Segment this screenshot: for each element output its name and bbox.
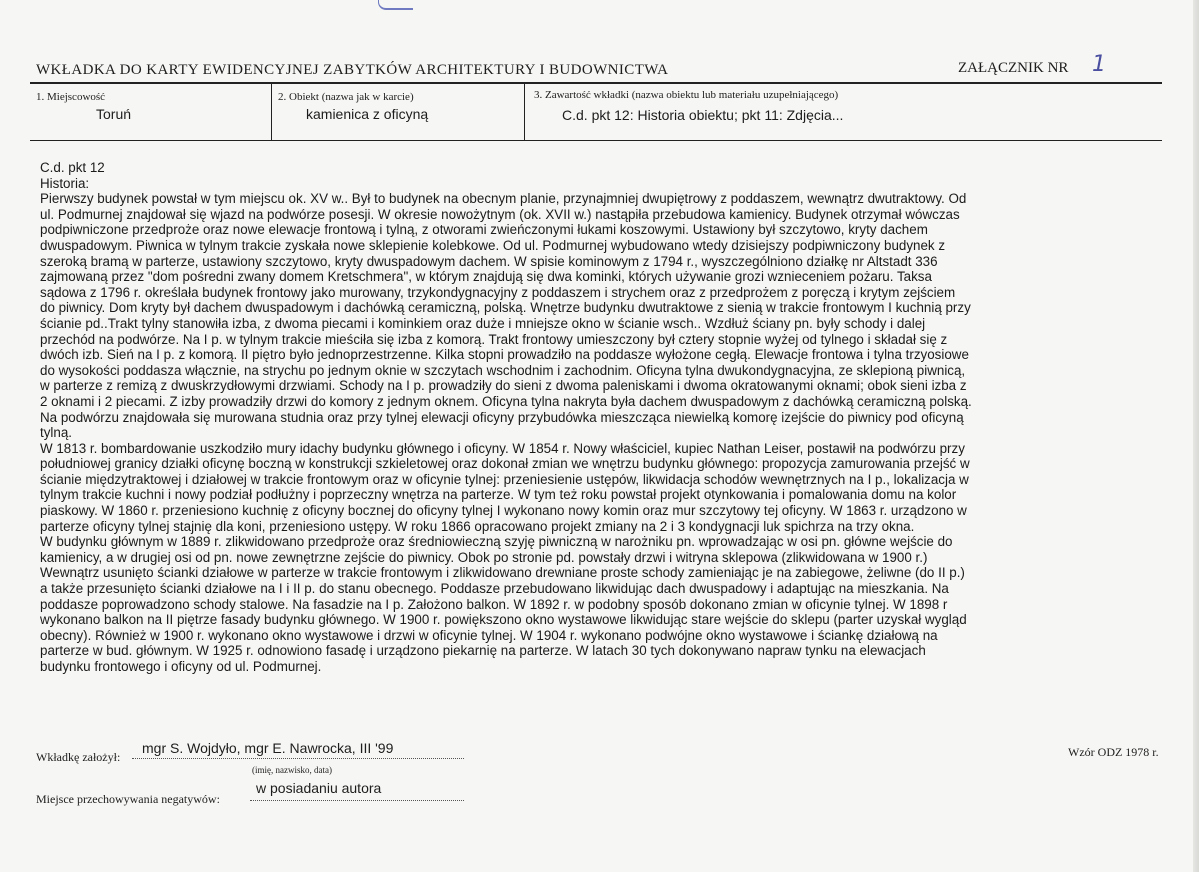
history-line: w parterze z remizą z dwuskrzydłowymi drzwiami. Schody na I p. prowadziły do sieni z dwoma paleniskami i dwoma okratowanymi oknami; obok sieni izba z (40, 378, 967, 394)
locality-value: Toruń (96, 106, 132, 122)
history-line: podpiwniczone przedproże oraz nowe elewacje frontową i tylną, z otworami zwieńczonymi łukami koszowymi. Ustawiony był szczytowo, kryty dachem (40, 222, 928, 238)
content-value: C.d. pkt 12: Historia obiektu; pkt 11: Zdjęcia... (562, 107, 844, 123)
history-line: przechód na podwórze. Na I p. w tylnym trakcie mieściła się izba z komorą. Trakt frontowy umieszczony był cztery stopnie wyżej od tylnego i składał się z (40, 331, 948, 347)
history-line: Historia: (40, 175, 90, 191)
history-line: do piwnicy. Dom kryty był dachem dwuspadowym i dachówką ceramiczną, polską. Wnętrze budynku dwutraktowe z sienią w trakcie frontowym I kuchnią przy (40, 300, 971, 316)
history-line: kamienicy, a w drugiej osi od pn. nowe zewnętrzne zejście do piwnicy. Obok po stronie pd. powstały drzwi i witryna sklepowa (zlikwidowana w 1900 r.) (40, 549, 928, 565)
history-line: Wewnątrz usunięto ścianki działowe w parterze w trakcie frontowym i zlikwidowano drewniane proste schody zamieniając je na zabiegowe, żeliwne (do II p.) (40, 565, 965, 581)
history-line: Pierwszy budynek powstał w tym miejscu ok. XV w.. Był to budynek na obecnym planie, przynajmniej dwupiętrowy z poddaszem, wewnątrz dwutraktowy. Od (40, 191, 967, 207)
history-line: ścianie międzytraktowej i działowej w trakcie frontowym oraz w oficynie tylnej: przeniesienie ustępów, likwidacja schodów wewnętrznych na I p., lokalizacja w (40, 471, 969, 487)
compiled-by-value: mgr S. Wojdyło, mgr E. Nawrocka, III '99 (142, 740, 394, 756)
history-line: południowej granicy działki oficynę boczną w konstrukcji szkieletowej oraz dokonał zmian we wnętrzu budynku głównego: propozycja zamurowania przejść w (40, 456, 970, 472)
compiled-by-line (132, 758, 464, 759)
history-line: Na podwórzu znajdowała się murowana studnia oraz przy tylnej elewacji oficyny przybudówka mieszcząca niewielką komorę izejście do piwnicy pod oficyną (40, 409, 964, 425)
history-line: piaskowy. W 1860 r. przeniesiono kuchnię z oficyny bocznej do oficyny tylnej I wykonano nowy komin oraz mur szczytowy tej oficyny. W 1863 r. urządzono w (40, 503, 967, 519)
history-line: wykonano balkon na II piętrze fasady budynku głównego. W 1900 r. powiększono okno wystawowe likwidując stare wejście do sklepu (parter uzyskał wygląd (40, 612, 967, 628)
negatives-value: w posiadaniu autora (256, 780, 382, 796)
field-divider-2 (524, 84, 525, 140)
attachment-number: 1 (1092, 52, 1106, 77)
history-line: tylnym trakcie kuchni i nowy podział podłużny i poprzeczny wnętrza na parterze. W tym też roku powstał projekt otynkowania i pomalowania domu na kolor (40, 487, 957, 503)
history-line: sądowa z 1796 r. określała budynek frontowy jako murowany, trzykondygnacyjny z poddaszem i strychem oraz z przedprożem z poręczą i krytym zejściem (40, 284, 956, 300)
compiled-by-caption: (imię, nazwisko, data) (252, 765, 332, 775)
history-line: W 1813 r. bombardowanie uszkodziło mury idachy budynku głównego i oficyny. W 1854 r. Nowy właściciel, kupiec Nathan Leiser, postawił na podwórzu przy (40, 440, 965, 456)
history-line: ul. Podmurnej znajdował się wjazd na podwórze posesji. W okresie nowożytnym (ok. XVII w.) nastąpiła przebudowa kamienicy. Budynek otrzymał wówczas (40, 206, 960, 222)
history-line: obecny). Również w 1900 r. wykonano okno wystawowe i drzwi w oficynie tylnej. W 1904 r. wykonano podwójne okno wystawowe i ściankę działową na (40, 627, 938, 643)
form-model: Wzór ODZ 1978 r. (1068, 745, 1159, 759)
negatives-line (250, 800, 464, 801)
history-line: a także przesunięto ścianki działowe na I i II p. do stanu obecnego. Poddasze przebudowano likwidując dach dwuspadowy i adaptując na mieszkania. Na (40, 581, 949, 597)
negatives-label: Miejsce przechowywania negatywów: (36, 792, 220, 806)
history-line: tylną. (40, 425, 73, 441)
content-label: 3. Zawartość wkładki (nazwa obiektu lub materiału uzupełniającego) (534, 89, 839, 101)
history-line: poddasze poprowadzono schody stalowe. Na fasadzie na I p. Założono balkon. W 1892 r. w podobny sposób dokonano zmian w oficynie tylnej. W 1898 r (40, 596, 948, 612)
history-line: dwuspadowym. Piwnica w tylnym trakcie zyskała nowe sklepienie kolebkowe. Od ul. Podmurnej wybudowano wtedy dzisiejszy podpiwniczony budynek z (40, 237, 946, 253)
field-divider-1 (271, 84, 272, 140)
attachment-label: ZAŁĄCZNIK NR (958, 60, 1069, 76)
object-value: kamienica z oficyną (306, 106, 429, 122)
history-line: 2 oknami i 2 piecami. Z izby prowadziły drzwi do komory z jednym oknem. Oficyna tylna nakryta była dachem dwuspadowym z dachówką ceramiczną polską. (40, 393, 972, 409)
history-text (40, 160, 1120, 675)
history-line: W budynku głównym w 1889 r. zlikwidowano przedproże oraz średniowieczną szyję piwniczną w narożniku pn. wprowadzając w osi pn. główne wejście do (40, 534, 953, 550)
form-title: WKŁADKA DO KARTY EWIDENCYJNEJ ZABYTKÓW ARCHITEKTURY I BUDOWNICTWA (36, 62, 669, 78)
history-line: do wysokości poddasza włącznie, na strychu po jednym oknie w szczytach wschodnim i zachodnim. Oficyna tylna dwukondygnacyjna, ze sklepioną piwnicą, (40, 362, 966, 378)
pen-mark (378, 0, 413, 10)
history-line: C.d. pkt 12 (40, 160, 105, 175)
object-label: 2. Obiekt (nazwa jak w karcie) (278, 91, 414, 103)
compiled-by-label: Wkładkę założył: (36, 750, 121, 764)
history-line: parterze oficyny tylnej stajnię dla koni, przeniesiono ustępy. W roku 1866 opracowano projekt zmiany na 2 i 3 kondygnacji luk spichrza na trzy okna. (40, 518, 915, 534)
card-edge (1193, 0, 1199, 872)
history-line: dwóch izb. Sień na I p. z komorą. II piętro było jednoprzestrzenne. Kilka stopni prowadziło na poddasze wyłożone cegłą. Elewacje frontowa i tylna trzyosiowe (40, 347, 969, 363)
history-line: szeroką bramą w parterze, ustawiony szczytowo, kryty dwuspadowym dachem. W spisie kominowym z 1794 r., wyszczególniono działkę nr Altstadt 336 (40, 253, 938, 269)
history-line: budynku frontowego i oficyny od ul. Podmurnej. (40, 659, 322, 674)
history-line: zajmowaną przez "dom pośredni zwany domem Kretschmera", w którym znajdują się dwa kominki, których używanie grozi wznieceniem pożaru. Taksa (40, 269, 932, 285)
header-rule (30, 82, 1162, 84)
history-line: ścianie pd..Trakt tylny stanowiła izba, z dwoma piecami i kominkiem oraz duże i mniejsze okno w ścianie wsch.. Wzdłuż ściany pn. były schody i dalej (40, 315, 926, 331)
history-line: parterze w bud. głównym. W 1925 r. odnowiono fasadę i urządzono piekarnię na parterze. W latach 30 tych dokonywano napraw tynku na elewacjach (40, 643, 926, 659)
locality-label: 1. Miejscowość (36, 91, 106, 103)
fields-rule (30, 140, 1162, 141)
